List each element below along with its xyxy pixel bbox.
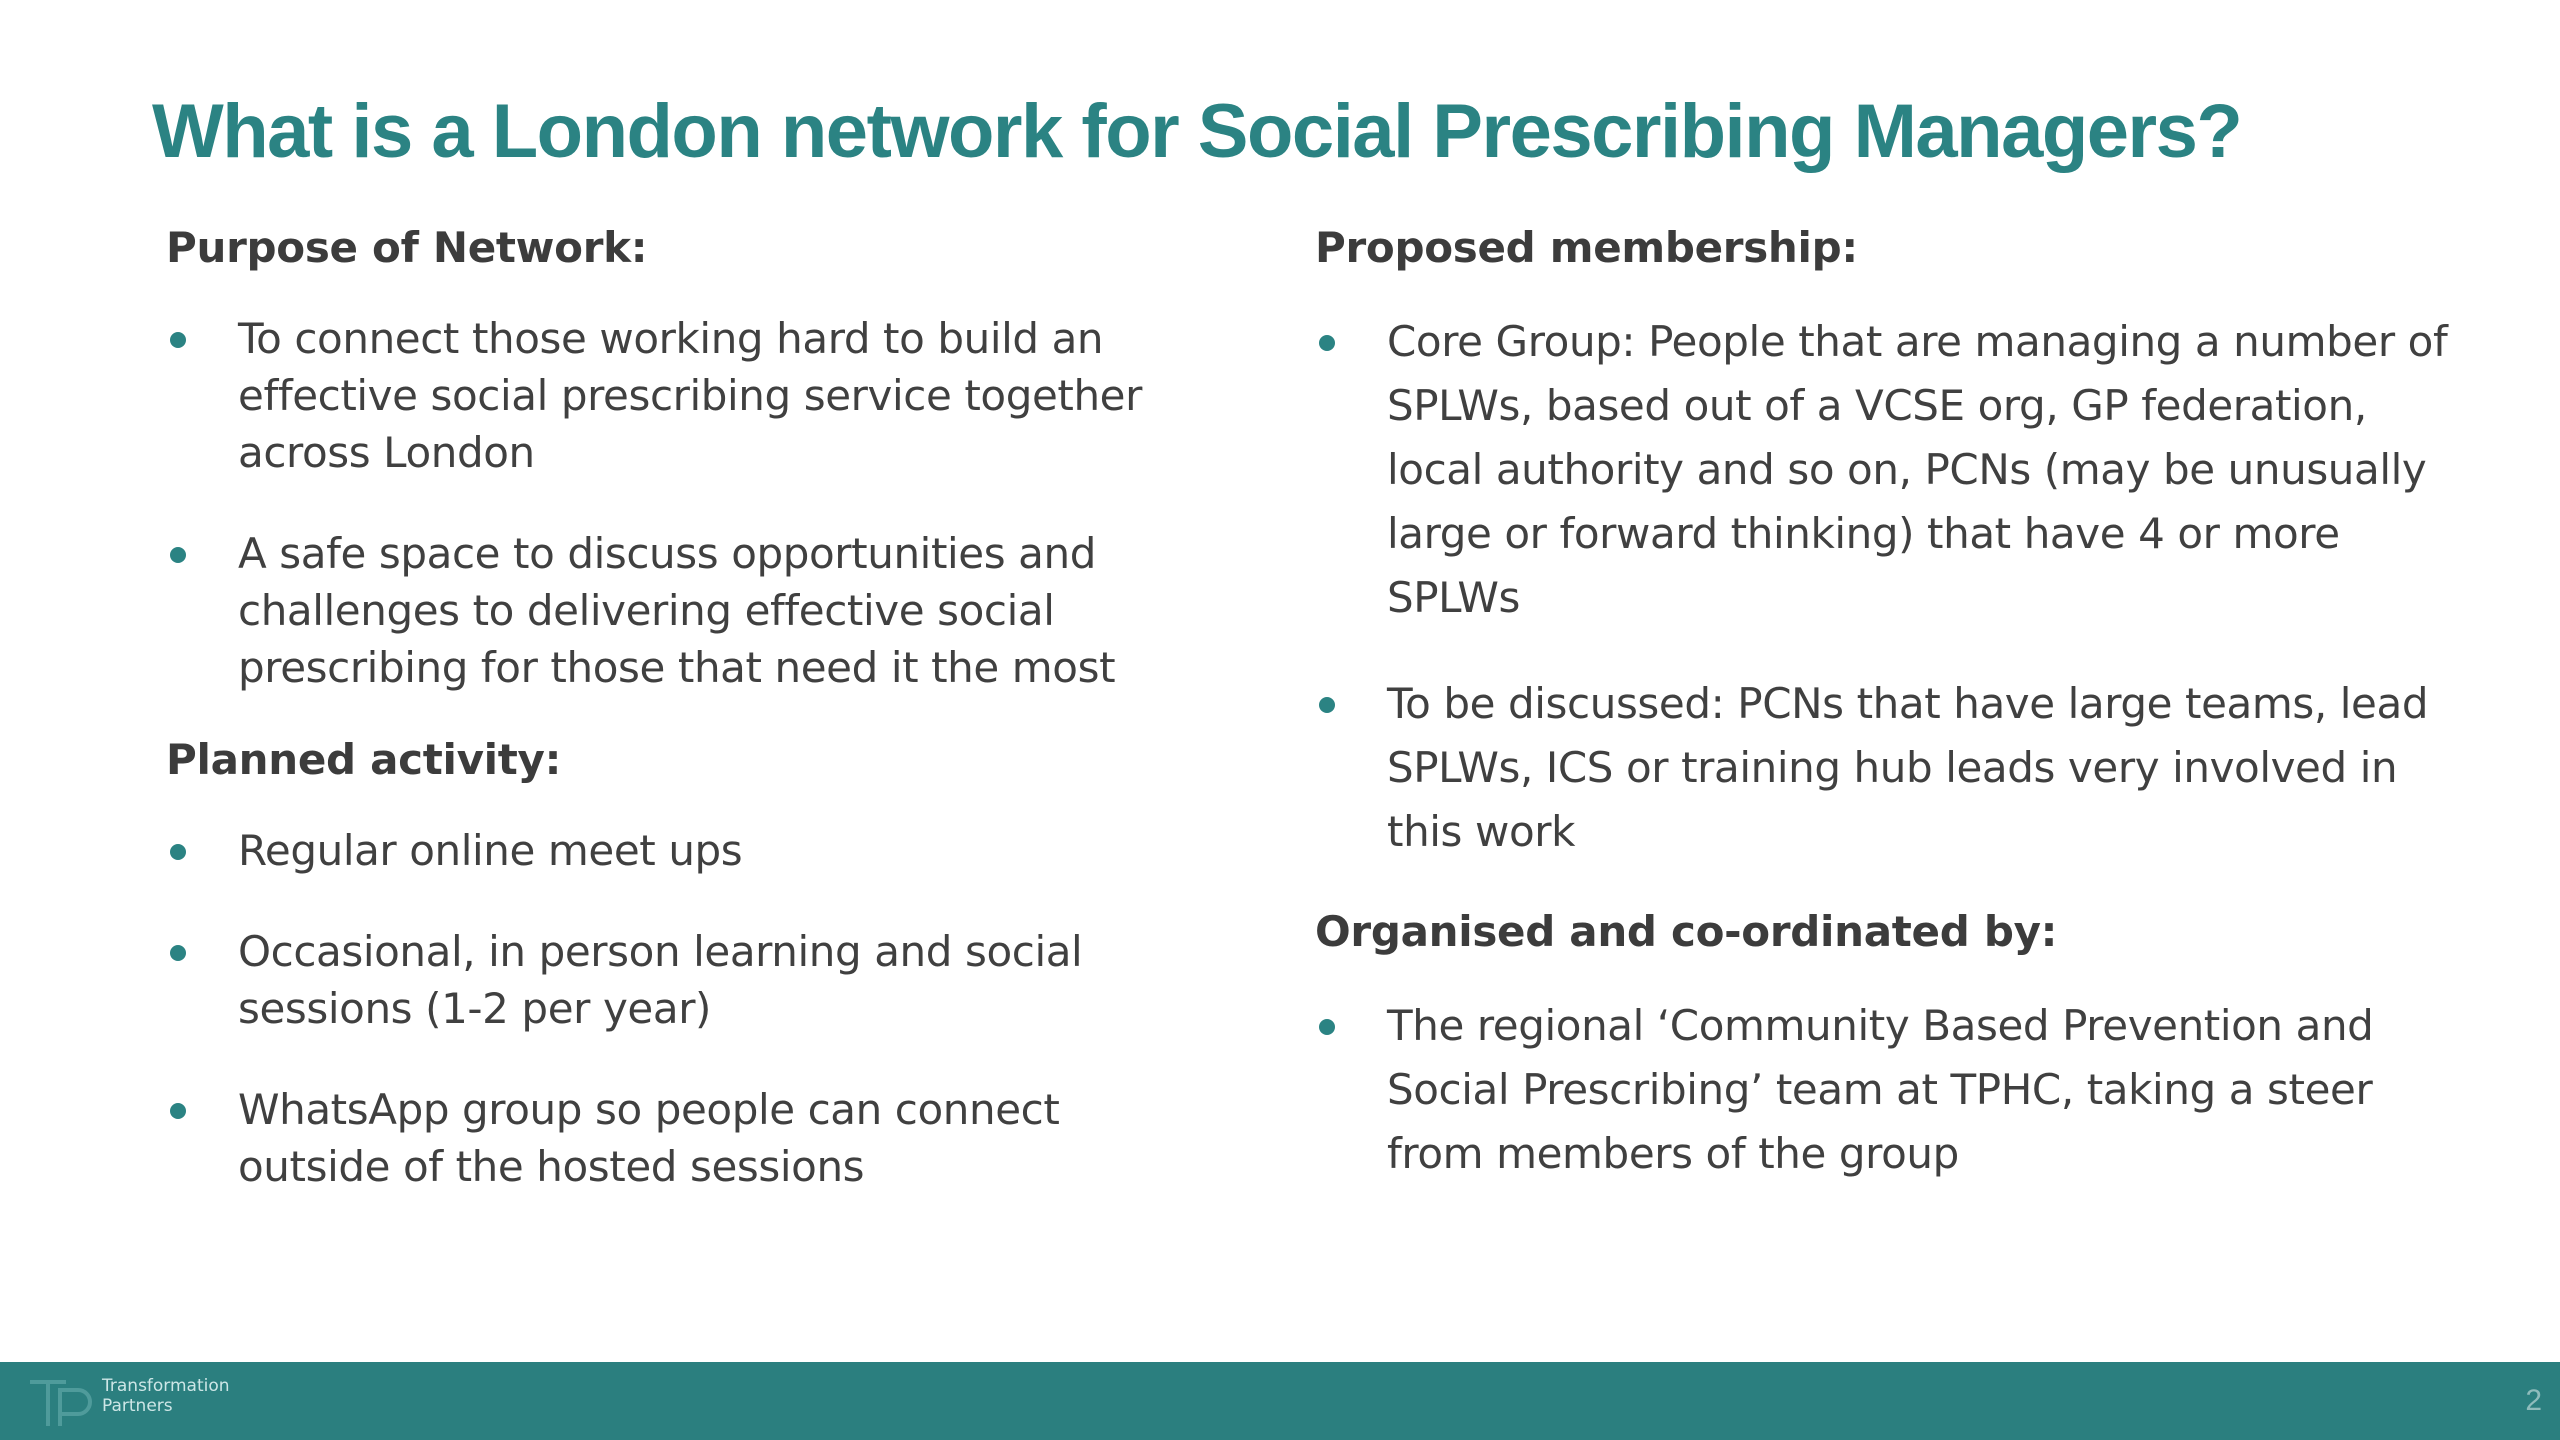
bullet-icon xyxy=(170,945,186,961)
transformation-partners-logo xyxy=(26,1368,246,1434)
bullet-text: Occasional, in person learning and social sessions (1-2 per year) xyxy=(238,927,1083,1033)
bullet-text: A safe space to discuss opportunities and challenges to delivering effective social prescribing for those that need it the most xyxy=(238,529,1116,692)
list-item xyxy=(166,310,1206,481)
slide-title: What is a London network for Social Prescribing Managers? xyxy=(152,89,2242,174)
membership-heading: Proposed membership: xyxy=(1315,223,1858,272)
bullet-icon xyxy=(1319,697,1335,713)
left-column xyxy=(166,220,1206,1195)
membership-list xyxy=(1315,310,2465,864)
right-column xyxy=(1315,220,2465,1186)
bullet-text: To be discussed: PCNs that have large teams, lead SPLWs, ICS or training hub leads very involved in this work xyxy=(1387,679,2429,856)
bullet-text: Regular online meet ups xyxy=(238,826,743,875)
logo-line-transformation: Transformation xyxy=(102,1376,230,1396)
organised-by-heading: Organised and co-ordinated by: xyxy=(1315,907,2058,956)
bullet-icon xyxy=(1319,335,1335,351)
logo-wordmark xyxy=(102,1376,230,1416)
bullet-icon xyxy=(170,844,186,860)
planned-activity-list xyxy=(166,822,1206,1195)
bullet-icon xyxy=(1319,1019,1335,1035)
tp-monogram-logo-icon xyxy=(26,1372,102,1432)
organised-by-list xyxy=(1315,994,2465,1186)
page-number: 2 xyxy=(2525,1384,2542,1417)
list-item xyxy=(166,822,1206,879)
planned-activity-heading: Planned activity: xyxy=(166,735,562,784)
list-item xyxy=(166,923,1206,1037)
bullet-text: Core Group: People that are managing a number of SPLWs, based out of a VCSE org, GP federation, local authority and so on, PCNs (may be unusually large or forward thinking) that have 4 or more SPLWs xyxy=(1387,317,2448,622)
bullet-icon xyxy=(170,547,186,563)
bullet-text: To connect those working hard to build an effective social prescribing service together across London xyxy=(238,314,1142,477)
bullet-text: WhatsApp group so people can connect outside of the hosted sessions xyxy=(238,1085,1060,1191)
logo-line-partners: Partners xyxy=(102,1396,173,1416)
purpose-list xyxy=(166,310,1206,696)
bullet-text: The regional ‘Community Based Prevention and Social Prescribing’ team at TPHC, taking a steer from members of the group xyxy=(1387,1001,2374,1178)
list-item xyxy=(166,525,1206,696)
list-item xyxy=(1315,994,2465,1186)
bullet-icon xyxy=(170,332,186,348)
purpose-heading: Purpose of Network: xyxy=(166,223,648,272)
list-item xyxy=(166,1081,1206,1195)
list-item xyxy=(1315,310,2465,630)
list-item xyxy=(1315,672,2465,864)
footer-bar xyxy=(0,1362,2560,1440)
bullet-icon xyxy=(170,1103,186,1119)
